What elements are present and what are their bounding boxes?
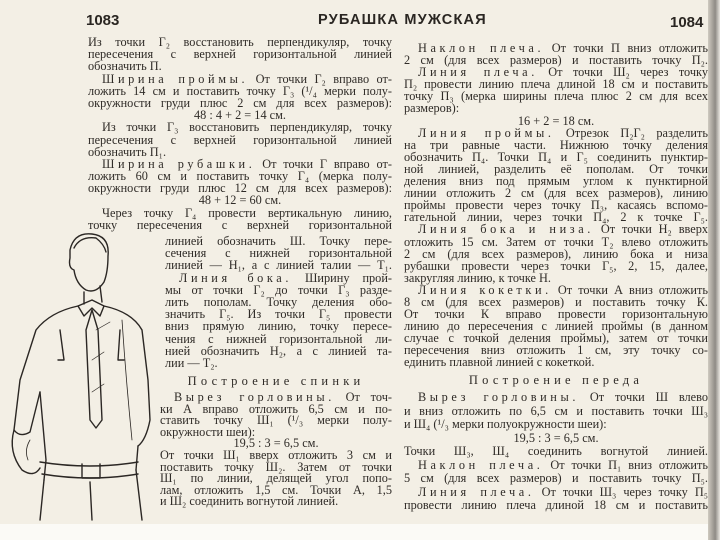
line-text: окружности груди плюс 12 см для всех размеров): bbox=[88, 181, 392, 196]
section-heading-front: Построение переда bbox=[468, 373, 644, 387]
line-text: От точки К вправо провести горизонтальную bbox=[404, 307, 708, 322]
line-text: гательной линии, через точки П₄, 2 к точке Г₅. bbox=[404, 210, 708, 225]
left-column-text-bottom bbox=[160, 392, 392, 508]
line-text: обозначить П. bbox=[88, 59, 162, 74]
line-text: От точки Ш₁ вверх отложить 3 см и bbox=[160, 447, 392, 462]
line-text: Ширину прой- bbox=[292, 270, 392, 285]
spaced-subheading: Линия плеча. bbox=[418, 65, 538, 80]
line-text: 2 см (для всех размеров), линию бока и низа bbox=[404, 246, 708, 261]
line-text: и Ш₄ (¹/₃ мерки полуокружности шеи): bbox=[404, 417, 607, 431]
spaced-subheading: Ширина проймы. bbox=[102, 71, 249, 86]
line-text: обозначить П₄. Точки П₄ и Г₅ соединить пунктир- bbox=[404, 149, 708, 164]
line-text: ложить 14 см и поставить точку Г₃ (¹/₄ мерки полу- bbox=[88, 83, 392, 98]
line-text: отложить 15 см. Затем от точки Т₂ влево отложить bbox=[404, 234, 708, 249]
page-title: РУБАШКА МУЖСКАЯ bbox=[318, 12, 487, 28]
line-text: случае с точкой деления проймы), затем от точки bbox=[404, 331, 708, 346]
line-text: линией — Н₁, а с линией талии — Т₁. bbox=[165, 258, 392, 273]
line-text: линию до пересечения с линией проймы (в данном bbox=[404, 319, 708, 334]
line-text: 19,5 : 3 = 6,5 см. bbox=[513, 430, 599, 445]
spaced-subheading: Линия кокетки. bbox=[418, 282, 552, 297]
line-text: и Ш₂ соединить вогнутой линией. bbox=[160, 494, 339, 509]
line-text: От точки Ш₂ через точку bbox=[537, 65, 709, 80]
line-text: Отрезок П₂Г₂ разделить bbox=[554, 125, 708, 140]
line-text: значить Г₅. Из точки Г₅ провести bbox=[165, 307, 392, 322]
spaced-subheading: Линия бока и низа. bbox=[418, 222, 594, 237]
spaced-subheading: Ширина рубашки. bbox=[102, 156, 256, 171]
line-text: 48 + 12 = 60 см. bbox=[198, 193, 282, 208]
line-text: линией обозначить Ш. Точку пере- bbox=[165, 234, 392, 248]
text-line bbox=[404, 432, 708, 446]
line-text: Ш₁ по линии, делящей угол попо- bbox=[160, 471, 392, 486]
line-text: От точки Ш₃ через точку П₅ bbox=[534, 484, 708, 499]
line-text: единить плавной линией с кокеткой. bbox=[404, 355, 595, 370]
line-text: 5 см (для всех размеров) и поставить точку П₅. bbox=[404, 471, 708, 485]
line-text: ки А вправо отложить 6,5 см и по- bbox=[160, 401, 392, 416]
line-text: провести линию плеча длиной 18 см и поставить bbox=[404, 498, 708, 512]
spaced-subheading: Вырез горловины. bbox=[418, 390, 579, 404]
line-text: 19,5 : 3 = 6,5 см. bbox=[233, 436, 319, 451]
line-text: ной линией, разделить её пополам. От точки bbox=[404, 161, 708, 176]
line-text: сечения с нижней горизонтальной bbox=[165, 246, 392, 261]
spaced-subheading: Наклон плеча. bbox=[418, 41, 545, 55]
section-heading-back: Построение спинки bbox=[187, 374, 365, 388]
right-column-text-bottom bbox=[404, 391, 708, 513]
spaced-subheading: Линия бока. bbox=[179, 270, 293, 285]
line-text: окружности груди плюс 2 см для всех размеров): bbox=[88, 95, 392, 110]
line-text: точку пересечения с верхней горизонтальной bbox=[88, 217, 392, 232]
line-text: пересечения с верхней горизонтальной линией bbox=[88, 132, 392, 147]
spaced-subheading: Линия проймы. bbox=[418, 125, 555, 140]
right-column-text-top bbox=[404, 42, 708, 369]
line-text: чения с нижней горизонтальной ли- bbox=[165, 331, 392, 346]
line-text: ставить точку Ш₁ (¹/₃ мерки полу- bbox=[160, 413, 392, 428]
line-text: Точки Ш₃, Ш₄ соединить вогнутой линией. bbox=[404, 444, 708, 458]
spaced-subheading: Линия плеча. bbox=[418, 484, 535, 499]
line-text: линии отложить 2 см (для всех размеров), линию bbox=[404, 186, 708, 201]
text-line bbox=[404, 405, 708, 419]
left-page-number: 1083 bbox=[86, 12, 120, 29]
line-text: От точки А вниз отложить bbox=[551, 282, 708, 297]
text-line bbox=[404, 418, 708, 432]
text-line bbox=[404, 445, 708, 459]
line-text: проймы провести через точку П₃, касаясь вспомо- bbox=[404, 198, 708, 213]
line-text: поставить точку Ш₂. Затем от точки bbox=[160, 459, 392, 474]
line-text: пересечения с верхней горизонтальной линией bbox=[88, 47, 392, 62]
left-column-text-narrow bbox=[165, 235, 392, 369]
text-line bbox=[404, 391, 708, 405]
text-line bbox=[404, 459, 708, 473]
book-binding-shadow bbox=[708, 0, 720, 540]
line-text: рубашки провести через точки Г₅, 2, 15, далее, bbox=[404, 258, 708, 273]
line-text: лить пополам. Точку деления обо- bbox=[165, 294, 392, 309]
text-line bbox=[404, 356, 708, 368]
line-text: закругляя линию, к точке Н. bbox=[404, 270, 552, 285]
text-line bbox=[404, 472, 708, 486]
line-text: мы от точки Г₂ до точки Г₃ разде- bbox=[165, 282, 392, 297]
line-text: 16 + 2 = 18 см. bbox=[517, 113, 595, 128]
line-text: От точки Н₂ вверх bbox=[593, 222, 708, 237]
line-text: пересечения вниз отложить 1 см, эту точку со- bbox=[404, 343, 708, 358]
line-text: От точки Ш влево bbox=[579, 390, 708, 404]
text-line bbox=[165, 357, 392, 369]
line-text: и вниз отложить по 6,5 см и поставить точки Ш₃ bbox=[404, 403, 708, 418]
line-text: окружности шеи): bbox=[160, 424, 256, 439]
text-line bbox=[404, 486, 708, 500]
line-text: нией обозначить Н₂, а с линией та- bbox=[165, 343, 392, 358]
line-text: деления вниз под прямым углом к пунктирной bbox=[404, 174, 708, 189]
line-text: Из точки Г₂ восстановить перпендикуляр, точку bbox=[88, 35, 392, 49]
line-text: Через точку Г₄ провести вертикальную линию, bbox=[102, 205, 392, 220]
line-text: обозначить П₁. bbox=[88, 144, 167, 159]
text-line bbox=[404, 499, 708, 513]
line-text: 2 см (для всех размеров) и поставить точку П₂. bbox=[404, 53, 708, 68]
line-text: размеров): bbox=[404, 101, 460, 116]
line-text: П₂ провести линию плеча длиной 18 см и поставить bbox=[404, 77, 708, 92]
line-text: От точки П₁ вниз отложить bbox=[543, 457, 708, 472]
line-text: От точки П вниз отложить bbox=[544, 41, 708, 55]
line-text: лии — Т₂. bbox=[165, 355, 218, 370]
man-in-shirt-illustration bbox=[0, 0, 170, 540]
line-text: точку П₃ (мерка ширины плеча плюс 2 см для всех bbox=[404, 89, 708, 104]
line-text: 48 : 4 + 2 = 14 см. bbox=[193, 108, 286, 123]
line-text: ложить 60 см и поставить точку Г₄ (мерка полу- bbox=[88, 169, 392, 184]
line-text: лам, отложить 1,5 см. Точки А, 1,5 bbox=[160, 482, 392, 497]
line-text: От точки Г вправо от- bbox=[255, 156, 392, 171]
line-text: От точки Г₂ вправо от- bbox=[248, 71, 392, 86]
line-text: вниз прямую линию, точку пересе- bbox=[165, 319, 392, 334]
line-text: Из точки Г₃ восстановить перпендикуляр, точку bbox=[102, 120, 392, 135]
line-text: 8 см (для всех размеров) и поставить точку К. bbox=[404, 294, 708, 309]
text-line bbox=[160, 496, 392, 508]
spaced-subheading: Наклон плеча. bbox=[418, 457, 544, 472]
spaced-subheading: Вырез горловины. bbox=[174, 390, 335, 404]
line-text: на три равные части. Нижнюю точку деления bbox=[404, 137, 708, 152]
line-text: От точ- bbox=[334, 390, 392, 404]
right-page-number: 1084 bbox=[670, 14, 704, 31]
